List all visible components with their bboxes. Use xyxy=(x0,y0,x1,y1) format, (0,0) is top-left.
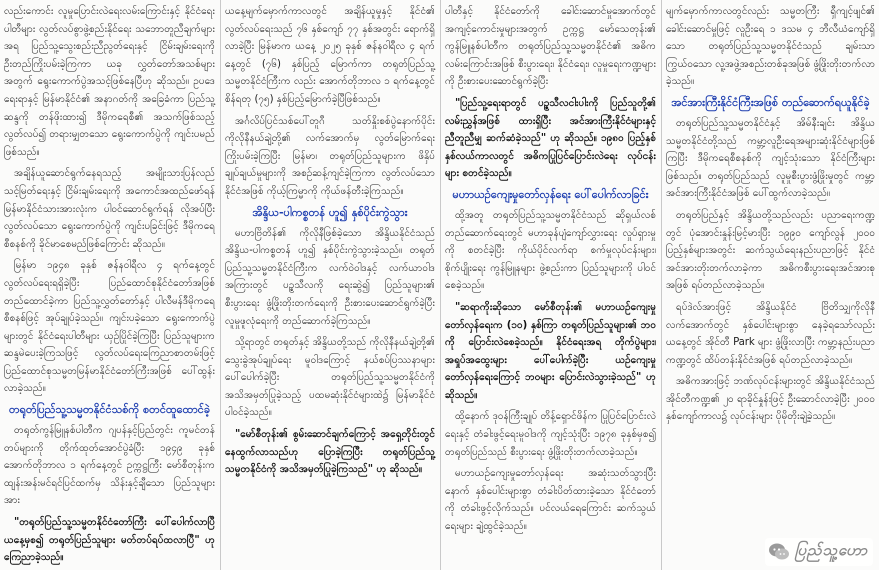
paragraph: မဟာယဉ်ကျေးမှုတော်လှန်ရေး အဆုံးသတ်သွားပြီးနောက် နှစ်ပေါင်းများစွာ တံခါးပိတ်ထားခဲ့သော နိုင်ငံတော်ကို တံခါးဖွင့်လိုက်သည်။ ပင်လယ်ရေကြောင်း ဆက်သွယ်ရေးများ ချဲ့ထွင်ခဲ့သည်။ xyxy=(445,468,656,533)
section-heading: အိန္ဒိယ-ပါကစ္စတန် ဟူ၍ နှစ်ပိုင်းကွဲသွား xyxy=(252,205,408,219)
quote-paragraph: "ပြည်သူ့ရေးရာတွင် ပဉ္စသီလငါးပါးကို ပြည်သူတို့၏ လမ်းညွှန်အဖြစ် ထားရှိပြီး အင်အားကြီးနိုင်ငံများနှင့် ညီတူညီမျှ ဆက်ဆံခဲ့သည်" ဟု ဆိုသည်။ ၁၉၈၀ ပြည့်နှစ် နှစ်လယ်ကာလတွင် အဓိကပြုပြင်ပြောင်းလဲရေး လုပ်ငန်းများ စတင်ခဲ့သည်။ xyxy=(445,97,656,180)
paragraph: မျက်မှောက်ကာလတွင်လည်း သမ္မတကြီး ရှီကျင့်ဖျင်၏ ခေါင်းဆောင်မှုဖြင့် လူဦးရေ ၁ ဒသမ ၄ ဘီလီယံကျော်ရှိသော တရုတ်ပြည်သူ့သမ္မတနိုင်ငံသည် ချမ်းသာကြွယ်ဝသော လူ့အဖွဲ့အစည်းတစ်ခုအဖြစ် ဖွံ့ဖြိုးတိုးတက်လာခဲ့သည်။ xyxy=(666,6,875,88)
paragraph: တရုတ်ပြည်သူ့သမ္မတနိုင်ငံနှင့် အိမ်နီးချင်း အိန္ဒိယသမ္မတနိုင်ငံတို့သည် ကမ္ဘာ့လူဦးရေအများဆုံးနိုင်ငံများဖြစ်ကြပြီး ဒီမိုကရေစီစနစ်ကို ကျင့်သုံးသော နိုင်ငံကြီးများ ဖြစ်သည်။ တရုတ်ပြည်သည် လူမှုစီးပွားဖွံ့ဖြိုးမှုတွင် ကမ္ဘာ့အင်အားကြီးနိုင်ငံအဖြစ် ပေါ်ထွက်လာခဲ့သည်။ xyxy=(666,117,875,200)
column-2 xyxy=(221,0,439,570)
paragraph: တရုတ်ပြည်နှင့် အိန္ဒိယတို့သည်လည်း ပညာရေးကဏ္ဍတွင် ပုံအောင်းနှုန်းမြင့်မားပြီး ၁၉၉၀ ကျော်လွန် ၂၀၀၀ ပြည့်နှစ်များအတွင်း ဆက်သွယ်ရေးနည်းပညာဖြင့် နိုင်ငံအင်အားတိုးတက်လာခဲ့ကာ အဓိကစီးပွားရေးအင်အားစုအဖြစ် ရပ်တည်လာခဲ့သည်။ xyxy=(666,209,875,292)
paragraph: ယနေ့မျက်မှောက်ကာလတွင် အချိန်ယူမှုနှင့် နိုင်ငံ၏ လွတ်လပ်ရေးသည် ၇၆ နှစ်ကျော် ၇၇ နှစ်အတွင်း ရောက်ရှိလာခဲ့ပြီး မြန်မာက ယနေ့ ၂၀၂၅ ခုနှစ် ဇန်နဝါရီလ ၄ ရက်နေ့တွင် (၇၆) နှစ်ပြည့် မြောက်ကာ တရုတ်ပြည်သူ့သမ္မတနိုင်ငံကြီးက လည်း အောက်တိုဘာလ ၁ ရက်နေ့တွင် စိန်ရတု (၇၅) နှစ်ပြည့်မြောက်ခဲ့ပြီဖြစ်သည်။ xyxy=(225,6,435,105)
paragraph: အင်္ဂလိပ်ပြင်သစ်ပေါ်တူဂီ သတ်နှိုးစစ်ပွဲနောက်ပိုင်း ကိုလိုနီနယ်ချဲ့တို့၏ လက်အောက်မှ လွတ်မြောက်ရေး ကြိုးပမ်းခဲ့ကြပြီး မြန်မာ၊ တရုတ်ပြည်သူများက ဖိနှိပ်ချုပ်ချယ်မှုများကို အစဉ်ဆန့်ကျင်ခဲ့ကြကာ လွတ်လပ်သော နိုင်ငံအဖြစ် ကိုယ့်ကြမ္မာကို ကိုယ်ဖန်တီးခဲ့ကြသည်။ xyxy=(225,115,435,197)
section-heading: အင်အားကြီးနိုင်ငံကြီးအဖြစ် တည်ဆောက်ရယူနိုင်ခဲ့ xyxy=(671,95,870,109)
section-heading: တရုတ်ပြည်သူ့သမ္မတနိုင်ငံသစ်ကို စတင်ထူထောင်ခဲ့ xyxy=(8,403,211,417)
chat-bubble-icon xyxy=(768,541,790,563)
paragraph: မြန်မာ ၁၉၄၈ ခုနှစ် ဇန်နဝါရီလ ၄ ရက်နေ့တွင် လွတ်လပ်ရေးရရှိခဲ့ပြီး ပြည်ထောင်စုနိုင်ငံတော်အဖြစ် တည်ထောင်ခဲ့ကာ ပြည်သူ့လွှတ်တော်နှင့် ပါလီမန်ဒီမိုကရေစီစနစ်ဖြင့် အုပ်ချုပ်ခဲ့သည်။ ကျင်းပခဲ့သော ရွေးကောက်ပွဲများတွင် နိုင်ငံရေးပါတီများ ယှဉ်ပြိုင်ခဲ့ကြပြီး ပြည်သူများက ဆန္ဒမဲပေးခဲ့ကြသဖြင့် လွတ်လပ်ရေးကြေညာစာတမ်းဖြင့် ပြည်ထောင်စုသမ္မတမြန်မာနိုင်ငံတော်ကြီးအဖြစ် ပေါ်ထွန်းလာခဲ့သည်။ xyxy=(4,260,215,395)
quote-paragraph: "ဆရာကိုးဆိုသော မော်စီတုန်း၏ မဟာယဉ်ကျေးမှုတော်လှန်ရေးက (၁၀) နှစ်ကြာ တရုတ်ပြည်သူများ၏ ဘဝကို ပြောင်းလဲစေခဲ့သည်။ နိုင်ငံရေးအရ တိုက်ပွဲများ၊ အရှုပ်အထွေးများ ပေါ်ပေါက်ခဲ့ပြီး ယဉ်ကျေးမှုတော်လှန်ရေးကြောင့် ဘဝများ ပြောင်းလဲသွားခဲ့သည်" ဟု ဆိုသည်။ xyxy=(445,301,656,401)
section-heading: မဟာယဉ်ကျေးမှုတော်လှန်ရေး ပေါ်ပေါက်လာခြင်း xyxy=(452,187,649,201)
paragraph: အချိန်ယူဆောင်ရွက်နေရသည့် အမျိုးသားပြန်လည်သင့်မြတ်ရေးနှင့် ငြိမ်းချမ်းရေးကို အကောင်အထည်ဖော်ရန် မြန်မာနိုင်ငံသားအားလုံးက ပါဝင်ဆောင်ရွက်ရန် လိုအပ်ပြီး လွတ်လပ်သော ရွေးကောက်ပွဲကို ကျင်းပခြင်းဖြင့် ဒီမိုကရေစီစနစ်ကို ခိုင်မာစေမည်ဖြစ်ကြောင်း ဆိုသည်။ xyxy=(4,168,215,250)
paragraph: ပါတီနှင့် နိုင်ငံတော်ကို ခေါင်းဆောင်မှုအောက်တွင် အကျင့်ကောင်းမှုများအတွက် ဥက္ကဋ္ဌ မော်သေတုန်း၏ ကွန်မြူနစ်ပါတီက တရုတ်ပြည်သူ့သမ္မတနိုင်ငံ၏ အဓိကလမ်းကြောင်းအဖြစ် စီးပွားရေး၊ နိုင်ငံရေး၊ လူမှုရေးကဏ္ဍများကို ဦးစားပေးဆောင်ရွက်ခဲ့ပြီး xyxy=(445,6,656,88)
paragraph: လည်းကောင်း လူမှုပြောင်းလဲရေးလမ်းကြောင်းနှင့် နိုင်ငံရေးပါတီများ လွတ်လပ်စွာဖွဲ့စည်းနိုင်ရေး သဘောတူညီချက်များအရ ပြည်သူ့သွေးစည်းညီညွတ်ရေးနှင့် ငြိမ်းချမ်းရေးကို ဦးတည်ကြိုးပမ်းခဲ့ကြကာ ယခု လွှတ်တော်အသစ်များအတွက် ရွေးကောက်ပွဲအသင့်ဖြစ်နေပြီဟု ဆိုသည်။ ဥပဒေရေးရာနှင့် မြန်မာနိုင်ငံ၏ အနာဂတ်ကို အခြေခံကာ ပြည်သူ့ဆန္ဒကို တန်ဖိုးထား၍ ဒီမိုကရေစီ၏ အသက်ဖြစ်သည့် လွတ်လပ်၍ တရားမျှတသော ရွေးကောက်ပွဲကို ကျင်းပမည်ဖြစ်သည်။ xyxy=(4,6,215,158)
quote-paragraph: "မော်စီတုန်း၏ စွမ်းဆောင်ချက်ကြောင့် အရှေ့တိုင်းတွင် နေထွက်လာသည်ဟု ပြောခဲ့ကြပြီး တရုတ်ပြည်သူ့သမ္မတနိုင်ငံကို အသိအမှတ်ပြုခဲ့ကြသည်" ဟု ဆိုသည်။ xyxy=(225,429,435,476)
paragraph: မဟာဗြိတိန်၏ ကိုလိုနီဖြစ်ခဲ့သော အိန္ဒိယနိုင်ငံသည် အိန္ဒိယ-ပါကစ္စတန် ဟူ၍ နှစ်ပိုင်းကွဲသွားခဲ့သည်။ တရုတ်ပြည်သူ့သမ္မတနိုင်ငံကြီးက လက်ဝဲဝါဒနှင့် လက်ယာဝါဒ အကြားတွင် ပဉ္စသီလကို ရေးဆွဲ၍ ပြည်သူများ၏ စီးပွားရေး ဖွံ့ဖြိုးတိုးတက်ရေးကို ဦးစားပေးဆောင်ရွက်ခဲ့ပြီး လူမှုဖူလုံရေးကို တည်ဆောက်ခဲ့ကြသည်။ xyxy=(225,227,435,327)
paragraph: အဓိကအားဖြင့် ဘဏ်လုပ်ငန်းများတွင် အိန္ဒိယနိုင်ငံသည် အိုင်တီကဏ္ဍ၏ ၂၀ ရာခိုင်နှုန်းဖြင့် ဦးဆောင်လာခဲ့ပြီး ၂၀၀၀ နှစ်ကျော်ကာလ၌ လုပ်ငန်းများ ပိုမိုတိုးချဲ့ခဲ့သည်။ xyxy=(666,376,875,423)
paragraph: ထို့နောက် ဒုဝန်ကြီးချုပ် တိန့်ရှောင်ဖိန်က ပြုပြင်ပြောင်းလဲရေးနှင့် တံခါးဖွင့်ရေးမူဝါဒကို ကျင့်သုံးပြီး ၁၉၇၈ ခုနှစ်မှစ၍ တရုတ်ပြည်သည် စီးပွားရေး ဖွံ့ဖြိုးတိုးတက်လာခဲ့သည်။ xyxy=(445,411,656,458)
paragraph: တရုတ်ကွန်မြူနစ်ပါတီက ဂျပန်နှင့်ပြည်တွင်း ကူမင်တန်တပ်များကို တိုက်ထုတ်အောင်ပွဲခံပြီး ၁၉၄၉ ခုနှစ် အောက်တိုဘာလ ၁ ရက်နေ့တွင် ဥက္ကဋ္ဌကြီး မော်စီတုန်းက ထျန်းအန်းမင်ရင်ပြင်ထက်မှ သိန်းနှင့်ချီသော ပြည်သူများအား xyxy=(4,425,215,507)
paragraph: သို့ရာတွင် တရုတ်နှင့် အိန္ဒိယတို့သည် ကိုလိုနီနယ်ချဲ့တို့၏ သွေးခွဲအုပ်ချုပ်ရေး မူဝါဒကြောင့် နယ်စပ်ပြဿနာများ ပေါ်ပေါက်ခဲ့ပြီး တရုတ်ပြည်သူ့သမ္မတနိုင်ငံကို အသိအမှတ်ပြုခဲ့သည့် ပထမဆုံးနိုင်ငံများထဲ၌ မြန်မာနိုင်ငံ ပါဝင်ခဲ့သည်။ xyxy=(225,337,435,419)
quote-paragraph: "တရုတ်ပြည်သူ့သမ္မတနိုင်ငံတော်ကြီး ပေါ်ပေါက်လာပြီ ယနေ့မှစ၍ တရုတ်ပြည်သူများ မတ်တပ်ရပ်ထလာပြီ" ဟု ကြေညာခဲ့သည်။ xyxy=(4,517,215,564)
column-4 xyxy=(662,0,879,570)
column-1 xyxy=(0,0,219,570)
paragraph: ထို့အတူ တရုတ်ပြည်သူ့သမ္မတနိုင်ငံသည် ဆိုရှယ်လစ်တည်ဆောက်ရေးတွင် မဟာခုန်ပျံကျော်လွှားရေး လှုပ်ရှားမှုကို စတင်ခဲ့ပြီး ကိုယ်ပိုင်လက်ရာ စက်မှုလုပ်ငန်းများ၊ စိုက်ပျိုးရေး ကွန်မြူနများ ဖွဲ့စည်းကာ ပြည်သူများကို ပါဝင်စေခဲ့သည်။ xyxy=(445,209,656,292)
paragraph: ရပ်ဒဲလ်အားဖြင့် အိန္ဒိယနိုင်ငံ ဗြိတိသျှကိုလိုနီလက်အောက်တွင် နှစ်ပေါင်းများစွာ နေခဲ့ရသော်လည်း ယနေ့တွင် အိုင်တီ Park များ ဖွံ့ဖြိုးလာပြီး ကမ္ဘာ့နည်းပညာကဏ္ဍတွင် ထိပ်တန်းနိုင်ငံအဖြစ် ရပ်တည်လာခဲ့သည်။ xyxy=(666,301,875,366)
watermark xyxy=(765,538,873,566)
watermark-text: ပြည်သူ့ဟော xyxy=(794,541,868,559)
column-3 xyxy=(441,0,660,570)
